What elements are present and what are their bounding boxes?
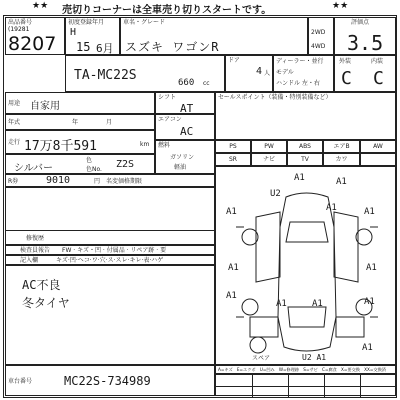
remarks-item: キズ (56, 257, 68, 264)
color-label: 色 (86, 157, 93, 164)
banner-text: 売切りコーナーは全車売り切りスタートです。 (62, 5, 272, 16)
equip-blank (360, 153, 396, 166)
exterior-grade: C (341, 68, 352, 89)
equip-airbag: エアB (323, 140, 360, 153)
color-no: Z2S (116, 159, 135, 170)
year-row (5, 114, 155, 130)
drive-block (308, 17, 334, 55)
remarks-item: ヘコ (77, 257, 90, 264)
score-label: 評価点 (351, 19, 370, 26)
interior-grade: C (373, 68, 384, 89)
remarks-item: ワ (91, 257, 98, 264)
damage-mark: A1 (364, 297, 375, 307)
repair-row (5, 230, 215, 245)
damage-mark: A1 (226, 207, 237, 217)
exterior-label: 外装 (339, 58, 352, 65)
repair-label: 修復歴 (26, 235, 45, 242)
color-value: シルバー (14, 163, 54, 174)
note-line-2: 冬タイヤ (22, 296, 70, 310)
displacement: 660 (178, 78, 195, 88)
score-block (334, 17, 396, 55)
mileage-row (5, 130, 155, 154)
damage-mark: A1 (276, 299, 287, 309)
remarks-item: 穴 (99, 257, 106, 264)
bottom-right-grid (215, 374, 396, 396)
title-label: 名変価格期限 (106, 178, 143, 185)
remarks-item: キレ (129, 257, 142, 264)
damage-mark: A1 (226, 291, 237, 301)
year-unit-m: 月 (106, 119, 113, 126)
sales-point-label: セールスポイント（装備・特別装備など） (218, 94, 332, 101)
remarks-item: スレ (115, 257, 128, 264)
shift-row (155, 92, 215, 114)
damage-mark: A1 (294, 173, 305, 183)
spare-label: スペア (252, 355, 271, 362)
fuel-row (155, 140, 215, 174)
equip-tv: TV (287, 153, 323, 166)
equip-navi: ナビ (251, 153, 287, 166)
fw-item: リペア跡 (130, 247, 155, 254)
cc-unit: cc (203, 80, 210, 87)
stars-right: ★★ (332, 1, 349, 11)
interior-label: 内装 (371, 58, 384, 65)
year-unit-y: 年 (72, 119, 79, 126)
spare-marks: U2 A1 (302, 353, 327, 362)
door-label: ドア (228, 57, 240, 64)
equip-pw: PW (251, 140, 287, 153)
recycle-row (5, 174, 215, 187)
equip-abs: ABS (287, 140, 323, 153)
door-block (225, 55, 273, 92)
era-letter: H (70, 27, 77, 38)
fw-item: FW (62, 247, 72, 254)
equip-ps: PS (215, 140, 251, 153)
car-name: スズキ ワゴンR (125, 40, 220, 54)
mileage-label: 走行 (8, 139, 21, 146)
wd2-label: 2WD (311, 29, 326, 36)
model-block (65, 55, 225, 92)
recycle-value: 9010 (46, 175, 71, 186)
header-banner (0, 0, 400, 16)
damage-mark: U2 (270, 189, 281, 199)
legend-row (215, 365, 396, 374)
mileage-value: 17万8千591 (24, 139, 97, 154)
capacity-label: 人 (264, 70, 271, 77)
note-line-1: AC不良 (22, 278, 61, 292)
inspection-block (5, 245, 215, 255)
model-code: TA-MC22S (74, 68, 137, 83)
damage-diagram (215, 166, 396, 365)
remarks-item: ス (107, 257, 114, 264)
doors: 4 (256, 66, 263, 77)
light-oil-label: 軽油 (174, 164, 187, 171)
lot-number: 8207 (8, 33, 57, 55)
model-label: モデル (276, 69, 294, 76)
use-label: 用途 (8, 100, 21, 107)
lot-sub: (19281 (8, 26, 30, 33)
remarks-item: 凹 (69, 257, 76, 264)
dealer-label: ディーラー・並行 (276, 58, 324, 65)
equip-aw: AW (360, 140, 396, 153)
remarks-items: キズ·凹·ヘコ·ワ·穴·ス·スレ·キレ·表·ハゲ (56, 257, 164, 264)
dealer-block (273, 55, 334, 92)
equip-leather: カワ (323, 153, 360, 166)
aircon-label: エアコン (158, 116, 182, 123)
aircon-value: AC (180, 125, 194, 138)
color-row (5, 154, 155, 174)
inspection-label: 検査員報告 (20, 247, 51, 254)
lot-label: 出品番号 (8, 19, 33, 26)
first-reg-label: 初度登録年月 (68, 19, 105, 26)
year-label: 年式 (8, 119, 21, 126)
legend-text: A=キズ E=エクボ U=凹み W=修理跡 S=サビ C=腐食 X=要交換 XX=交換済 (218, 367, 386, 372)
ext-int-block (334, 55, 396, 92)
aircon-row (155, 114, 215, 140)
vin-row (5, 365, 215, 396)
damage-mark: A1 (336, 177, 347, 187)
remarks-label: 記入欄 (20, 257, 39, 264)
score-value: 3.5 (347, 31, 384, 55)
fw-item: 要 (160, 247, 167, 254)
fw-item: キズ・凹 (77, 247, 102, 254)
remarks-block (5, 255, 215, 265)
shift-value: AT (180, 102, 194, 115)
name-grade-label: 車名・グレード (123, 19, 166, 26)
remarks-item: 表 (143, 257, 150, 264)
recycle-unit: 円 (94, 178, 101, 185)
mileage-unit: km (140, 141, 150, 148)
fuel-label: 燃料 (158, 142, 171, 149)
wd4-label: 4WD (311, 43, 326, 50)
vin-label: 車台番号 (8, 378, 33, 385)
damage-mark: A1 (362, 343, 373, 353)
vin-value: MC22S-734989 (64, 374, 151, 388)
fuel-value: ガソリン (170, 154, 195, 161)
damage-mark: A1 (366, 263, 377, 273)
stars-left: ★★ (32, 1, 49, 11)
shift-label: シフト (158, 94, 177, 101)
use-row (5, 92, 155, 114)
damage-mark: A1 (326, 203, 337, 213)
handwritten-notes (5, 265, 215, 365)
reg-year: 15 (76, 40, 91, 54)
damage-mark: A1 (312, 299, 323, 309)
handle-label: ハンドル 左・右 (276, 80, 320, 87)
lot-block (5, 17, 65, 55)
damage-mark: A1 (228, 263, 239, 273)
remarks-item: ハゲ (151, 257, 164, 264)
damage-mark: A1 (364, 207, 375, 217)
sales-point-block (215, 92, 396, 140)
reg-block (65, 17, 120, 55)
use-value: 自家用 (30, 101, 60, 112)
name-block (120, 17, 308, 55)
fw-item: 付属品 (106, 247, 125, 254)
color-no-label: 色No. (86, 166, 102, 173)
fw-items: FW · キズ・凹 · 付属品 · リペア跡 · 要 (62, 247, 167, 254)
recycle-label: R券 (8, 178, 19, 185)
equip-sr: SR (215, 153, 251, 166)
reg-month: 6月 (96, 42, 114, 55)
